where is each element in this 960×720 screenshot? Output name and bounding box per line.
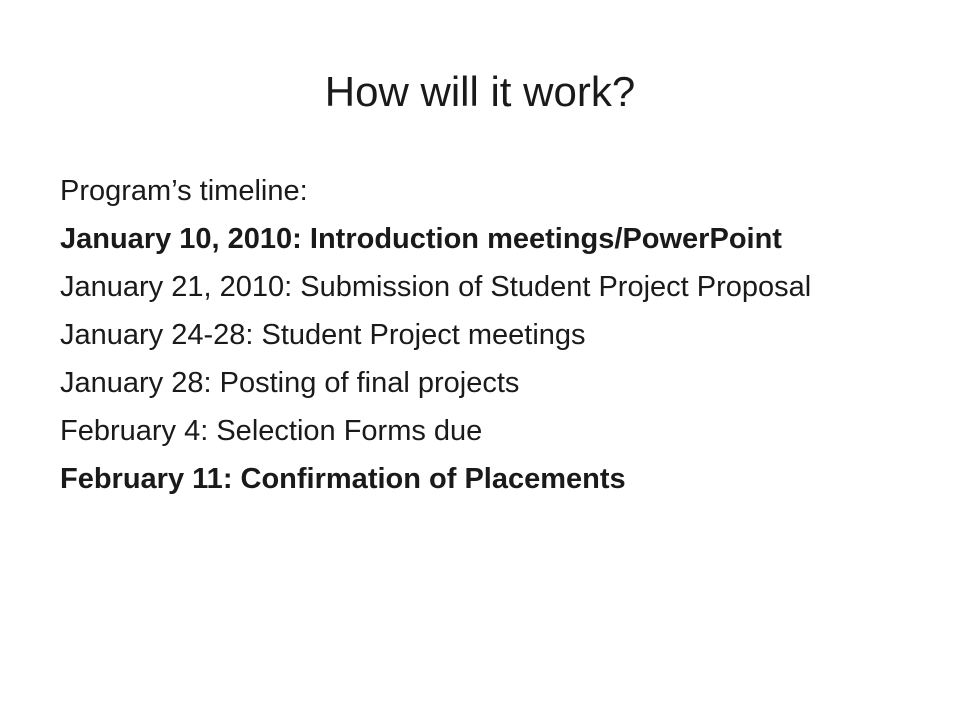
timeline-item: January 28: Posting of final projects — [60, 367, 520, 399]
timeline-list — [60, 170, 900, 500]
timeline-item: February 11: Confirmation of Placements — [60, 463, 626, 495]
timeline-intro: Program’s timeline: — [60, 175, 308, 207]
timeline-item: February 4: Selection Forms due — [60, 415, 483, 447]
timeline-item: January 21, 2010: Submission of Student Project Proposal — [60, 271, 812, 303]
timeline-item: January 24-28: Student Project meetings — [60, 319, 586, 351]
slide-title: How will it work? — [324, 68, 636, 115]
timeline-item: January 10, 2010: Introduction meetings/PowerPoint — [60, 223, 782, 255]
